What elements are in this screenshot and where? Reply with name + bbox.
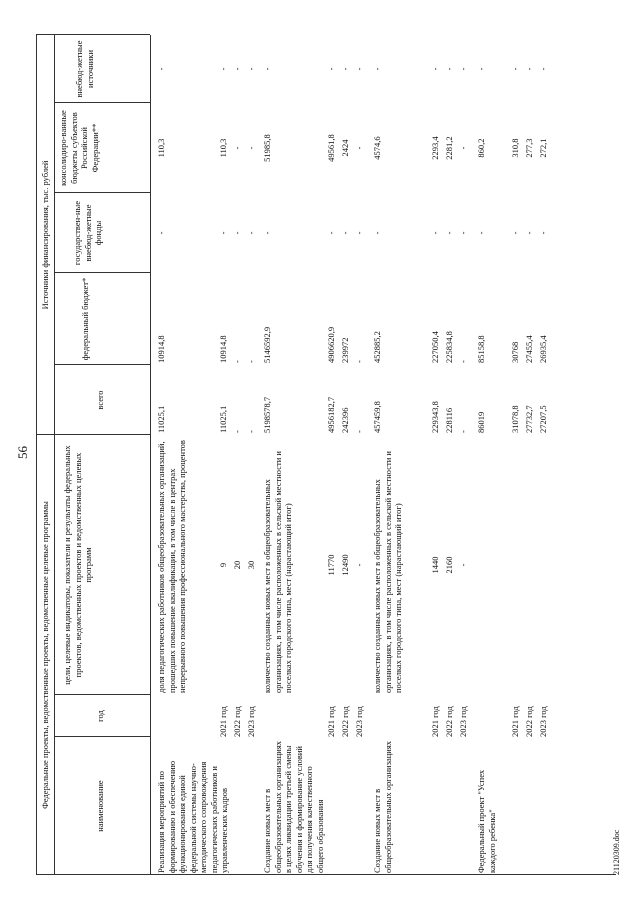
col-regional-header: консолидиро-ванные бюджеты субъектов Российской Федерации**: [58, 110, 100, 186]
cell-year: 2022 год: [524, 706, 534, 737]
cell-regional: 860,2: [476, 138, 486, 158]
cell-total: 11025,1: [156, 405, 166, 433]
cell-indicator: -: [458, 563, 468, 567]
cell-regional: -: [458, 146, 468, 150]
cell-regional: -: [354, 146, 364, 150]
cell-regional: 4574,6: [372, 136, 382, 160]
cell-regional: 277,3: [524, 138, 534, 158]
cell-funds: -: [372, 231, 382, 235]
cell-year: 2023 год: [246, 706, 256, 737]
cell-year: 2021 год: [326, 706, 336, 737]
cell-federal: 26935,4: [538, 335, 548, 363]
cell-indicator: 12490: [340, 554, 350, 576]
cell-indicator: количество созданных новых мест в общеобразовательных организациях, в том числе расположенных в сельской местности и поселках городского типа, мест (нарастающий итог): [262, 451, 293, 693]
cell-regional: -: [232, 146, 242, 150]
cell-total: -: [246, 430, 256, 433]
cell-regional: 2424: [340, 139, 350, 157]
cell-regional: 51985,8: [262, 134, 272, 162]
cell-total: 228116: [444, 407, 454, 433]
cell-total: 31078,8: [510, 405, 520, 433]
cell-year: 2023 год: [538, 706, 548, 737]
cell-year: 2021 год: [218, 706, 228, 737]
cell-offbudget: -: [476, 67, 486, 71]
cell-name: Реализация мероприятий по формированию и обеспечению функционирования единой федеральной системы научно-методического сопровождения педагогических работников и управленческих кадров: [156, 760, 229, 873]
cell-offbudget: -: [232, 67, 242, 71]
cell-federal: 10914,8: [218, 335, 228, 363]
cell-funds: -: [538, 231, 548, 235]
footer-code: 21120309.doc: [612, 829, 621, 875]
cell-indicator: 30: [246, 560, 256, 570]
cell-federal: -: [354, 360, 364, 363]
cell-regional: 110,3: [156, 138, 166, 158]
header-projects: Федеральные проекты, ведомственные проекты, ведомственные целевые программы: [40, 501, 50, 809]
cell-total: 27732,7: [524, 405, 534, 433]
cell-indicator: -: [354, 563, 364, 567]
cell-regional: -: [246, 146, 256, 150]
cell-total: 5198578,7: [262, 396, 272, 433]
cell-regional: 110,3: [218, 138, 228, 158]
cell-funds: -: [326, 231, 336, 235]
cell-federal: 4906620,9: [326, 326, 336, 363]
cell-name: Создание новых мест в общеобразовательных организациях в целях ликвидации третьей смены обучения и формирование условий для получения качественного общего образования: [262, 741, 325, 873]
cell-funds: -: [476, 231, 486, 235]
header-financing: Источники финансирования, тыс. рублей: [40, 160, 50, 310]
cell-total: -: [354, 430, 364, 433]
col-year-header: год: [95, 710, 105, 722]
cell-offbudget: -: [340, 67, 350, 71]
cell-federal: 30768: [510, 341, 520, 363]
cell-federal: -: [458, 360, 468, 363]
cell-indicator: 9: [218, 562, 228, 568]
cell-federal: 85158,8: [476, 335, 486, 363]
cell-indicator: 1440: [430, 556, 440, 574]
col-total-header: всего: [95, 390, 105, 410]
cell-federal: 239972: [340, 337, 350, 363]
cell-offbudget: -: [218, 67, 228, 71]
page-number: 56: [15, 446, 30, 459]
cell-indicator: 2160: [444, 556, 454, 574]
cell-total: 27207,5: [538, 405, 548, 433]
cell-year: 2022 год: [340, 706, 350, 737]
cell-funds: -: [458, 231, 468, 235]
cell-funds: -: [218, 231, 228, 235]
cell-offbudget: -: [430, 67, 440, 71]
cell-funds: -: [444, 231, 454, 235]
cell-name: Федеральный проект "Успех каждого ребенка": [476, 769, 497, 873]
cell-funds: -: [340, 231, 350, 235]
cell-offbudget: -: [444, 67, 454, 71]
cell-federal: 5146592,9: [262, 326, 272, 363]
cell-funds: -: [430, 231, 440, 235]
cell-funds: -: [156, 231, 166, 235]
cell-year: 2022 год: [444, 706, 454, 737]
cell-funds: -: [524, 231, 534, 235]
cell-federal: 10914,8: [156, 335, 166, 363]
col-name-header: наименование: [95, 780, 105, 832]
cell-regional: 49561,8: [326, 134, 336, 162]
cell-regional: 272,1: [538, 138, 548, 158]
cell-indicator: количество созданных новых мест в общеобразовательных организациях, в том числе расположенных в сельской местности и поселках городского типа, мест (нарастающий итог): [372, 451, 403, 693]
cell-indicator: доля педагогических работников общеобразовательных организаций, прошедших повышение квалификации, в том числе в центрах непрерывного повышения профессионального мастерства, процентов: [156, 440, 187, 693]
cell-federal: 227050,4: [430, 331, 440, 363]
cell-year: 2021 год: [510, 706, 520, 737]
cell-offbudget: -: [510, 67, 520, 71]
cell-funds: -: [354, 231, 364, 235]
cell-offbudget: -: [156, 67, 166, 71]
cell-federal: 27455,4: [524, 335, 534, 363]
cell-regional: 2281,2: [444, 136, 454, 160]
cell-total: 242396: [340, 407, 350, 433]
col-federal-header: федеральный бюджет*: [80, 277, 90, 361]
cell-federal: -: [246, 360, 256, 363]
cell-funds: -: [246, 231, 256, 235]
cell-total: 11025,1: [218, 405, 228, 433]
cell-offbudget: -: [538, 67, 548, 71]
cell-offbudget: -: [458, 67, 468, 71]
cell-funds: -: [262, 231, 272, 235]
cell-federal: -: [232, 360, 242, 363]
cell-indicator: 20: [232, 560, 242, 570]
cell-offbudget: -: [524, 67, 534, 71]
cell-federal: 452885,2: [372, 331, 382, 363]
cell-regional: 2293,4: [430, 136, 440, 160]
cell-federal: 225834,8: [444, 331, 454, 363]
cell-total: 4956182,7: [326, 396, 336, 433]
cell-total: 86019: [476, 411, 486, 433]
cell-name: Создание новых мест в общеобразовательных организациях: [372, 741, 393, 873]
cell-indicator: 11770: [326, 554, 336, 576]
cell-offbudget: -: [246, 67, 256, 71]
cell-total: 457459,8: [372, 401, 382, 433]
cell-funds: -: [510, 231, 520, 235]
cell-year: 2021 год: [430, 706, 440, 737]
cell-funds: -: [232, 231, 242, 235]
cell-offbudget: -: [372, 67, 382, 71]
col-funds-header: государствен-ные внебюд-жетные фонды: [72, 200, 103, 266]
cell-offbudget: -: [354, 67, 364, 71]
cell-total: -: [232, 430, 242, 433]
cell-regional: 310,8: [510, 138, 520, 158]
cell-year: 2023 год: [458, 706, 468, 737]
cell-year: 2023 год: [354, 706, 364, 737]
cell-total: 229343,8: [430, 401, 440, 433]
cell-offbudget: -: [262, 67, 272, 71]
cell-offbudget: -: [326, 67, 336, 71]
col-indicators-header: цели, целевые индикаторы, показатели и результаты федеральных проектов, ведомственных проектов и ведомственных целевых программ: [62, 445, 93, 685]
col-offbudget-header: внебюд-жетные источники: [74, 40, 95, 98]
cell-total: -: [458, 430, 468, 433]
cell-year: 2022 год: [232, 706, 242, 737]
